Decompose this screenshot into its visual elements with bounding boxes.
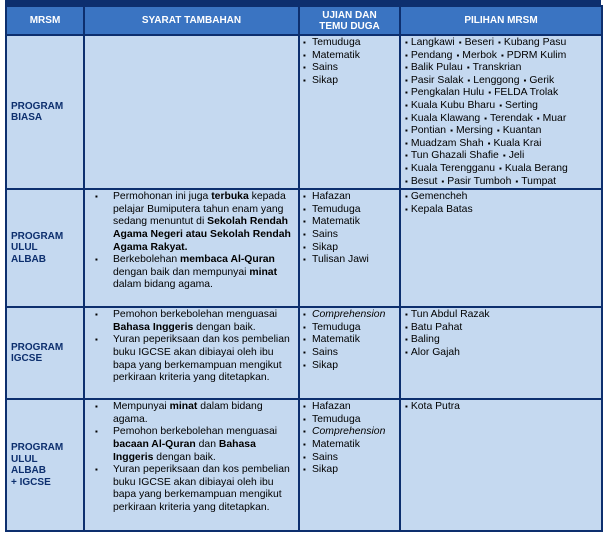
syarat-list bbox=[85, 401, 298, 514]
syarat-tambahan-cell bbox=[84, 399, 299, 531]
ujian-item-text: Matematik bbox=[312, 49, 360, 61]
mrsm-option: ▪ Tun Ghazali Shafie bbox=[405, 150, 499, 161]
mrsm-option: ▪ Balik Pulau bbox=[405, 62, 463, 73]
program-label bbox=[6, 307, 84, 399]
mrsm-table-container bbox=[5, 0, 601, 532]
ujian-item-text: Matematik bbox=[312, 438, 360, 450]
ujian-item bbox=[300, 37, 399, 50]
ujian-item-text: Matematik bbox=[312, 334, 360, 346]
ujian-item-text: Sains bbox=[312, 62, 338, 74]
ujian-item-text: Comprehension bbox=[312, 426, 386, 438]
pilihan-mrsm-cell bbox=[400, 35, 602, 189]
pilihan-line bbox=[405, 176, 599, 189]
mrsm-option: ▪ Tun Abdul Razak bbox=[405, 309, 490, 320]
mrsm-option: ▪ Tumpat bbox=[515, 176, 556, 187]
program-label-line: ULUL bbox=[11, 453, 38, 465]
ujian-cell bbox=[299, 35, 400, 189]
syarat-emphasis: Bahasa Inggeris bbox=[113, 321, 194, 333]
pilihan-line bbox=[405, 347, 599, 360]
program-label bbox=[6, 189, 84, 307]
pilihan-line bbox=[405, 204, 599, 217]
syarat-emphasis: minat bbox=[169, 401, 198, 413]
syarat-text: kepada pelajar Bumiputera tahun enam yang sedang menuntut di bbox=[113, 191, 286, 228]
mrsm-option: ▪ Jeli bbox=[503, 150, 524, 161]
pilihan-line bbox=[405, 163, 599, 176]
pilihan-line bbox=[405, 87, 599, 100]
ujian-item bbox=[300, 216, 399, 229]
ujian-item-text: Hafazan bbox=[312, 401, 351, 413]
program-label-line: PROGRAM bbox=[11, 341, 64, 353]
program-label-line: ULUL bbox=[11, 242, 38, 254]
program-label-line: ALBAB bbox=[11, 253, 46, 265]
mrsm-option: ▪ Langkawi bbox=[405, 37, 455, 48]
header-ujian-line2: TEMU DUGA bbox=[319, 20, 380, 32]
ujian-cell bbox=[299, 189, 400, 307]
mrsm-option: ▪ Kuantan bbox=[497, 125, 542, 136]
ujian-item bbox=[300, 322, 399, 335]
header-pilihan-mrsm: PILIHAN MRSM bbox=[400, 6, 602, 35]
syarat-text: Mempunyai bbox=[113, 401, 170, 413]
ujian-item bbox=[300, 309, 399, 322]
ujian-item-text: Sikap bbox=[312, 359, 338, 371]
ujian-item-text: Sains bbox=[312, 228, 338, 240]
header-ujian-line1: UJIAN DAN bbox=[322, 9, 377, 21]
mrsm-option: ▪ Baling bbox=[405, 334, 440, 345]
syarat-emphasis: bacaan Al-Quran bbox=[113, 438, 196, 450]
program-label-line: + IGCSE bbox=[11, 476, 51, 488]
ujian-item bbox=[300, 334, 399, 347]
syarat-item bbox=[85, 309, 298, 334]
program-label bbox=[6, 35, 84, 189]
program-label-line: PROGRAM bbox=[11, 230, 64, 242]
program-row bbox=[6, 307, 602, 399]
syarat-text: dengan baik. bbox=[153, 451, 216, 463]
mrsm-option: ▪ Pengkalan Hulu bbox=[405, 87, 484, 98]
mrsm-option: ▪ FELDA Trolak bbox=[488, 87, 558, 98]
ujian-item bbox=[300, 347, 399, 360]
program-label-line: IGCSE bbox=[11, 353, 43, 365]
ujian-list bbox=[300, 401, 399, 477]
mrsm-option: ▪ Kubang Pasu bbox=[498, 37, 566, 48]
mrsm-option: ▪ Besut bbox=[405, 176, 437, 187]
ujian-item bbox=[300, 464, 399, 477]
pilihan-line bbox=[405, 75, 599, 88]
mrsm-option: ▪ Gerik bbox=[523, 75, 554, 86]
syarat-item bbox=[85, 426, 298, 464]
syarat-item bbox=[85, 334, 298, 384]
pilihan-line bbox=[405, 50, 599, 63]
header-row bbox=[6, 6, 602, 35]
mrsm-option: ▪ Mersing bbox=[450, 125, 493, 136]
syarat-text: dalam bidang agama. bbox=[113, 401, 263, 425]
program-row bbox=[6, 399, 602, 531]
program-label-line: BIASA bbox=[11, 112, 43, 124]
syarat-text: Yuran peperiksaan dan kos pembelian buku IGCSE akan dibiayai oleh ibu bapa yang berkemampuan mengikut perkiraan kriteria yang ditetapkan. bbox=[113, 334, 290, 384]
ujian-item bbox=[300, 414, 399, 427]
ujian-item-text: Sikap bbox=[312, 241, 338, 253]
pilihan-line bbox=[405, 334, 599, 347]
pilihan-line bbox=[405, 309, 599, 322]
mrsm-option: ▪ Terendak bbox=[484, 113, 533, 124]
pilihan-mrsm-cell bbox=[400, 307, 602, 399]
syarat-list bbox=[85, 309, 298, 385]
mrsm-option: ▪ Kuala Krai bbox=[488, 138, 542, 149]
mrsm-option: ▪ Serting bbox=[499, 100, 538, 111]
program-label-line: PROGRAM bbox=[11, 442, 64, 454]
ujian-item-text: Hafazan bbox=[312, 191, 351, 203]
ujian-item-text: Sains bbox=[312, 451, 338, 463]
ujian-item bbox=[300, 401, 399, 414]
header-mrsm: MRSM bbox=[6, 6, 84, 35]
pilihan-line bbox=[405, 322, 599, 335]
syarat-emphasis: membaca Al-Quran bbox=[180, 254, 275, 266]
mrsm-option: ▪ Kuala Terengganu bbox=[405, 163, 495, 174]
ujian-item bbox=[300, 452, 399, 465]
syarat-text: dalam bidang agama. bbox=[113, 279, 213, 291]
ujian-item-text: Matematik bbox=[312, 216, 360, 228]
pilihan-mrsm-cell bbox=[400, 399, 602, 531]
syarat-text: Pemohon berkebolehan menguasai bbox=[113, 309, 278, 321]
syarat-text: Permohonan ini juga bbox=[113, 191, 212, 203]
mrsm-option: ▪ Pasir Salak bbox=[405, 75, 463, 86]
program-label-line: ALBAB bbox=[11, 465, 46, 477]
ujian-item-text: Tulisan Jawi bbox=[312, 254, 369, 266]
mrsm-option: ▪ Alor Gajah bbox=[405, 347, 460, 358]
ujian-item-text: Sikap bbox=[312, 464, 338, 476]
syarat-emphasis: minat bbox=[249, 266, 278, 278]
pilihan-line bbox=[405, 113, 599, 126]
ujian-item-text: Temuduga bbox=[312, 321, 361, 333]
syarat-text: dan bbox=[195, 438, 219, 450]
mrsm-option: ▪ Batu Pahat bbox=[405, 322, 462, 333]
syarat-list bbox=[85, 191, 298, 292]
mrsm-option: ▪ Transkrian bbox=[467, 62, 522, 73]
ujian-item bbox=[300, 204, 399, 217]
mrsm-option: ▪ Kuala Kubu Bharu bbox=[405, 100, 495, 111]
pilihan-mrsm-cell bbox=[400, 189, 602, 307]
syarat-emphasis: Bahasa Inggeris bbox=[113, 438, 256, 463]
header-syarat-tambahan: SYARAT TAMBAHAN bbox=[84, 6, 299, 35]
mrsm-option: ▪ Muar bbox=[537, 113, 567, 124]
mrsm-option: ▪ Pontian bbox=[405, 125, 446, 136]
ujian-item bbox=[300, 50, 399, 63]
mrsm-option: ▪ Muadzam Shah bbox=[405, 138, 484, 149]
ujian-list bbox=[300, 191, 399, 267]
ujian-item bbox=[300, 426, 399, 439]
program-label-line: PROGRAM bbox=[11, 100, 64, 112]
mrsm-option: ▪ Lenggong bbox=[467, 75, 519, 86]
mrsm-option: ▪ Beseri bbox=[459, 37, 494, 48]
syarat-text: Berkebolehan bbox=[113, 254, 181, 266]
mrsm-option: ▪ PDRM Kulim bbox=[501, 50, 566, 61]
mrsm-requirements-table bbox=[5, 5, 603, 532]
ujian-item bbox=[300, 360, 399, 373]
mrsm-option: ▪ Kuala Klawang bbox=[405, 113, 480, 124]
syarat-item bbox=[85, 254, 298, 292]
ujian-item bbox=[300, 254, 399, 267]
ujian-list bbox=[300, 309, 399, 372]
pilihan-line bbox=[405, 191, 599, 204]
pilihan-line bbox=[405, 37, 599, 50]
program-label bbox=[6, 399, 84, 531]
mrsm-option: ▪ Pendang bbox=[405, 50, 452, 61]
mrsm-option: ▪ Kepala Batas bbox=[405, 204, 473, 215]
mrsm-option: ▪ Kuala Berang bbox=[499, 163, 568, 174]
mrsm-option: ▪ Kota Putra bbox=[405, 401, 460, 412]
ujian-item bbox=[300, 242, 399, 255]
ujian-list bbox=[300, 37, 399, 87]
ujian-item bbox=[300, 75, 399, 88]
ujian-item-text: Sains bbox=[312, 346, 338, 358]
ujian-item bbox=[300, 62, 399, 75]
mrsm-option: ▪ Pasir Tumboh bbox=[441, 176, 511, 187]
syarat-item bbox=[85, 401, 298, 426]
ujian-item-text: Comprehension bbox=[312, 309, 386, 321]
pilihan-line bbox=[405, 100, 599, 113]
ujian-item bbox=[300, 191, 399, 204]
ujian-item-text: Temuduga bbox=[312, 413, 361, 425]
syarat-tambahan-cell bbox=[84, 35, 299, 189]
syarat-text: dengan baik dan mempunyai bbox=[113, 266, 250, 278]
pilihan-line bbox=[405, 138, 599, 151]
pilihan-line bbox=[405, 150, 599, 163]
ujian-item bbox=[300, 439, 399, 452]
ujian-cell bbox=[299, 399, 400, 531]
ujian-item-text: Temuduga bbox=[312, 37, 361, 48]
syarat-item bbox=[85, 464, 298, 514]
syarat-text: dengan baik. bbox=[193, 321, 256, 333]
ujian-item-text: Temuduga bbox=[312, 203, 361, 215]
ujian-cell bbox=[299, 307, 400, 399]
pilihan-line bbox=[405, 401, 599, 414]
syarat-text: Yuran peperiksaan dan kos pembelian buku IGCSE akan dibiayai oleh ibu bapa yang berkemampuan mengikut perkiraan kriteria yang ditetapkan. bbox=[113, 464, 290, 513]
mrsm-option: ▪ Gemencheh bbox=[405, 191, 467, 202]
syarat-text: Pemohon berkebolehan menguasai bbox=[113, 426, 278, 438]
syarat-tambahan-cell bbox=[84, 189, 299, 307]
program-row bbox=[6, 35, 602, 189]
ujian-item-text: Sikap bbox=[312, 74, 338, 86]
pilihan-line bbox=[405, 125, 599, 138]
syarat-item bbox=[85, 191, 298, 254]
mrsm-option: ▪ Merbok bbox=[456, 50, 497, 61]
syarat-emphasis: terbuka bbox=[211, 191, 249, 203]
pilihan-line bbox=[405, 62, 599, 75]
header-ujian-temu-duga bbox=[299, 6, 400, 35]
ujian-item bbox=[300, 229, 399, 242]
syarat-tambahan-cell bbox=[84, 307, 299, 399]
syarat-emphasis: Sekolah Rendah Agama Negeri atau Sekolah Rendah Agama Rakyat. bbox=[113, 216, 291, 253]
program-row bbox=[6, 189, 602, 307]
